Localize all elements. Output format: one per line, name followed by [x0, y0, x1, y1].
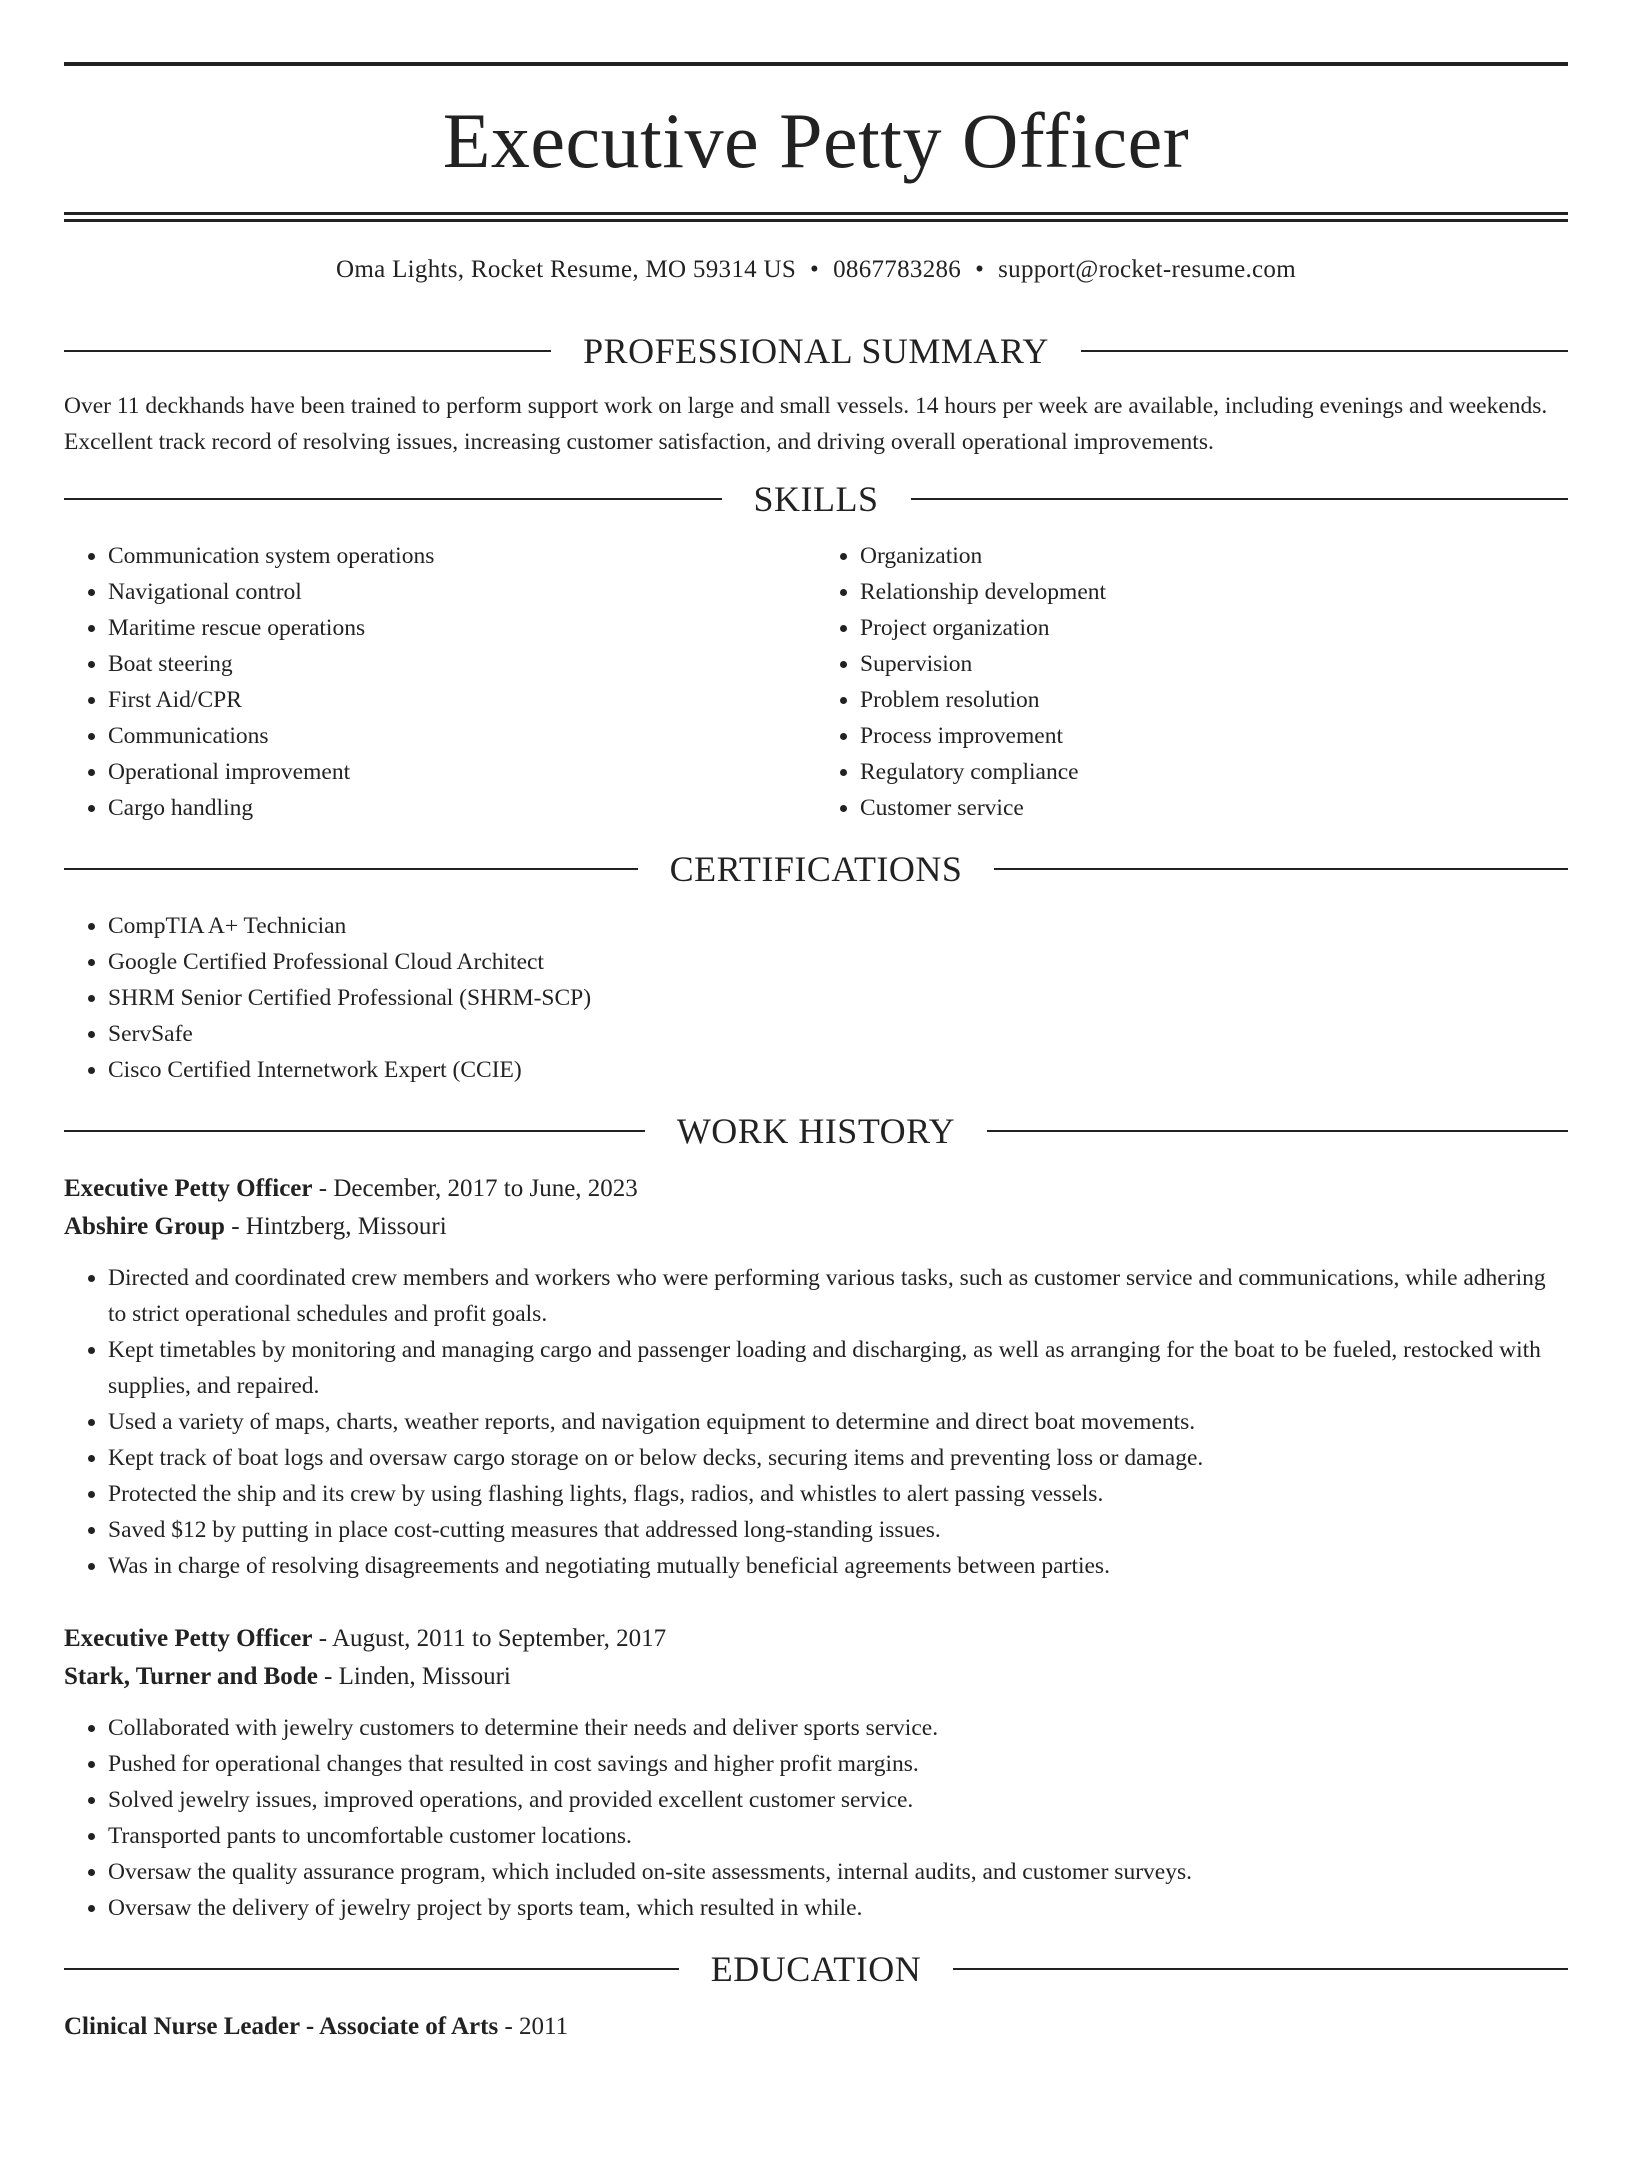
job-bullet: • Collaborated with jewelry customers to determine their needs and deliver sports service.	[108, 1710, 1568, 1746]
certification-item: • Cisco Certified Internetwork Expert (CCIE)	[108, 1052, 1568, 1088]
job-bullet: • Kept track of boat logs and oversaw cargo storage on or below decks, securing items and preventing loss or damage.	[108, 1440, 1568, 1476]
skill-item: • Organization	[860, 538, 1568, 574]
contact-separator: •	[975, 256, 985, 283]
section-title-certifications: CERTIFICATIONS	[669, 849, 963, 889]
certification-item: • ServSafe	[108, 1016, 1568, 1052]
skill-item: • Maritime rescue operations	[108, 610, 816, 646]
job-entry	[64, 1620, 1568, 1926]
education-degree: Clinical Nurse Leader - Associate of Arts	[64, 2013, 499, 2040]
divider-line	[64, 1130, 645, 1132]
job-bullets	[64, 1710, 1568, 1926]
resume-page	[0, 62, 1632, 2046]
certification-item: • SHRM Senior Certified Professional (SHRM-SCP)	[108, 980, 1568, 1016]
divider-line	[1081, 350, 1568, 352]
job-company: Stark, Turner and Bode	[64, 1663, 318, 1690]
skill-item: • First Aid/CPR	[108, 682, 816, 718]
job-title: Executive Petty Officer	[64, 1625, 313, 1652]
job-bullet: • Was in charge of resolving disagreements and negotiating mutually beneficial agreements between parties.	[108, 1548, 1568, 1584]
job-bullets	[64, 1260, 1568, 1584]
job-dates: - August, 2011 to September, 2017	[312, 1625, 667, 1652]
divider-line	[987, 1130, 1568, 1132]
skill-item: • Communications	[108, 718, 816, 754]
resume-title: Executive Petty Officer	[442, 97, 1190, 184]
job-bullet: • Pushed for operational changes that resulted in cost savings and higher profit margins.	[108, 1746, 1568, 1782]
section-header-work-history	[64, 1106, 1568, 1156]
section-title-education: EDUCATION	[710, 1949, 922, 1989]
skill-item: • Supervision	[860, 646, 1568, 682]
skill-item: • Process improvement	[860, 718, 1568, 754]
job-company-line	[64, 1208, 1568, 1246]
section-header-education	[64, 1944, 1568, 1994]
job-location: - Linden, Missouri	[317, 1663, 511, 1690]
section-title-work-history: WORK HISTORY	[676, 1111, 956, 1151]
job-company: Abshire Group	[64, 1213, 225, 1240]
job-bullet: • Solved jewelry issues, improved operations, and provided excellent customer service.	[108, 1782, 1568, 1818]
skill-item: • Communication system operations	[108, 538, 816, 574]
contact-address: Oma Lights, Rocket Resume, MO 59314 US	[336, 256, 797, 283]
divider-line	[911, 498, 1569, 500]
skills-column-left	[64, 538, 816, 826]
divider-line	[64, 498, 722, 500]
divider-line	[64, 1968, 679, 1970]
title-double-rule	[64, 212, 1568, 222]
job-title-line	[64, 1620, 1568, 1658]
section-header-skills	[64, 474, 1568, 524]
job-title-line	[64, 1170, 1568, 1208]
skills-list	[64, 538, 1568, 826]
education-entry	[64, 2008, 1568, 2046]
summary-text: Over 11 deckhands have been trained to perform support work on large and small vessels. 14 hours per week are available, including evenings and weekends. Excellent track record of resolving issues, increasing customer satisfaction, and driving overall operational improvements.	[64, 393, 1548, 455]
contact-email[interactable]: support@rocket-resume.com	[998, 256, 1296, 283]
divider-line	[994, 868, 1568, 870]
job-spacer	[64, 1584, 1568, 1620]
skill-item: • Operational improvement	[108, 754, 816, 790]
skill-item: • Cargo handling	[108, 790, 816, 826]
job-bullet: • Transported pants to uncomfortable customer locations.	[108, 1818, 1568, 1854]
skill-item: • Relationship development	[860, 574, 1568, 610]
skill-item: • Project organization	[860, 610, 1568, 646]
job-bullet: • Directed and coordinated crew members and workers who were performing various tasks, such as customer service and communications, while adhering to strict operational schedules and profit goals.	[108, 1260, 1568, 1332]
section-header-certifications	[64, 844, 1568, 894]
job-bullet: • Oversaw the quality assurance program, which included on-site assessments, internal audits, and customer surveys.	[108, 1854, 1568, 1890]
contact-separator: •	[810, 256, 820, 283]
divider-line	[953, 1968, 1568, 1970]
certification-item: • Google Certified Professional Cloud Architect	[108, 944, 1568, 980]
skill-item: • Customer service	[860, 790, 1568, 826]
skill-item: • Navigational control	[108, 574, 816, 610]
divider-line	[64, 868, 638, 870]
job-bullet: • Protected the ship and its crew by using flashing lights, flags, radios, and whistles to alert passing vessels.	[108, 1476, 1568, 1512]
skill-item: • Regulatory compliance	[860, 754, 1568, 790]
skills-column-right	[816, 538, 1568, 826]
job-title: Executive Petty Officer	[64, 1175, 313, 1202]
section-title-skills: SKILLS	[753, 479, 879, 519]
top-rule	[64, 62, 1568, 66]
contact-line	[64, 256, 1568, 296]
job-bullet: • Oversaw the delivery of jewelry project by sports team, which resulted in while.	[108, 1890, 1568, 1926]
certifications-list	[64, 908, 1568, 1088]
job-dates: - December, 2017 to June, 2023	[312, 1175, 638, 1202]
contact-phone: 0867783286	[833, 256, 962, 283]
job-bullet: • Saved $12 by putting in place cost-cutting measures that addressed long-standing issues.	[108, 1512, 1568, 1548]
divider-line	[64, 350, 551, 352]
section-title-summary: PROFESSIONAL SUMMARY	[583, 331, 1049, 371]
job-location: - Hintzberg, Missouri	[224, 1213, 447, 1240]
section-header-summary	[64, 326, 1568, 376]
certification-item: • CompTIA A+ Technician	[108, 908, 1568, 944]
skill-item: • Problem resolution	[860, 682, 1568, 718]
job-bullet: • Kept timetables by monitoring and managing cargo and passenger loading and discharging, as well as arranging for the boat to be fueled, restocked with supplies, and repaired.	[108, 1332, 1568, 1404]
job-company-line	[64, 1658, 1568, 1696]
education-year: - 2011	[498, 2013, 569, 2040]
job-entry	[64, 1170, 1568, 1584]
skill-item: • Boat steering	[108, 646, 816, 682]
job-bullet: • Used a variety of maps, charts, weather reports, and navigation equipment to determine and direct boat movements.	[108, 1404, 1568, 1440]
